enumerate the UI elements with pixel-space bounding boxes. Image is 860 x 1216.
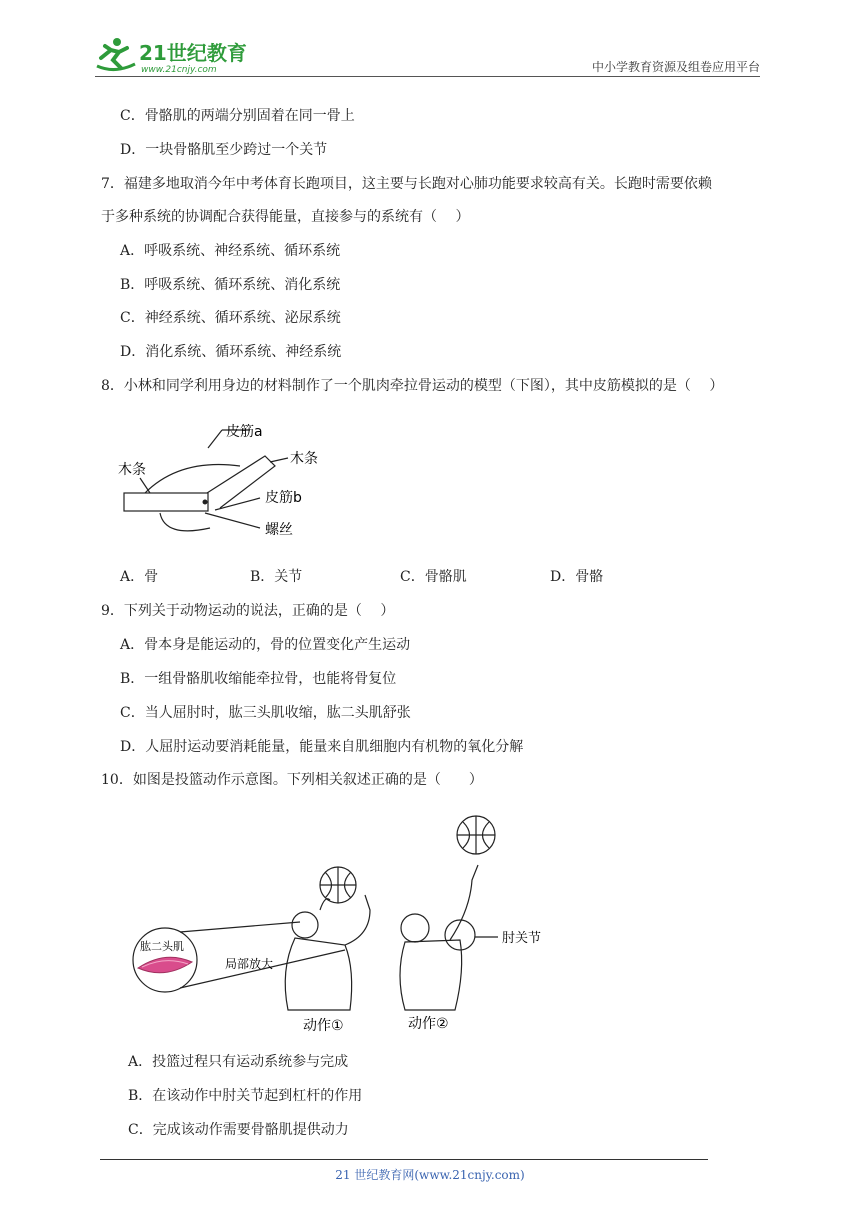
muscle-model-figure bbox=[110, 418, 350, 543]
logo-subtext: www.21cnjy.com bbox=[141, 65, 217, 75]
q7-option-b: B．呼吸系统、循环系统、消化系统 bbox=[120, 277, 341, 293]
label-action-1: 动作① bbox=[303, 1018, 344, 1034]
q10-option-c: C．完成该动作需要骨骼肌提供动力 bbox=[128, 1122, 349, 1138]
q7-option-d: D．消化系统、循环系统、神经系统 bbox=[120, 344, 342, 360]
q6-option-d: D．一块骨骼肌至少跨过一个关节 bbox=[120, 142, 328, 158]
runner-icon bbox=[97, 38, 135, 70]
q7-stem-line2: 于多种系统的协调配合获得能量，直接参与的系统有（ ） bbox=[101, 209, 470, 225]
label-rubber-a: 皮筋a bbox=[226, 424, 263, 440]
q7-option-a: A．呼吸系统、神经系统、循环系统 bbox=[120, 243, 341, 259]
footer-divider bbox=[100, 1159, 708, 1160]
basketball-figure bbox=[120, 810, 560, 1040]
q9-option-a: A．骨本身是能运动的，骨的位置变化产生运动 bbox=[120, 637, 411, 653]
q8-option-d: D．骨骼 bbox=[550, 569, 604, 585]
q6-option-c: C．骨骼肌的两端分别固着在同一骨上 bbox=[120, 108, 355, 124]
label-action-2: 动作② bbox=[408, 1016, 449, 1032]
logo-text: 21世纪教育 bbox=[139, 41, 247, 65]
label-wood-left: 木条 bbox=[118, 462, 146, 478]
q8-option-a: A．骨 bbox=[120, 569, 159, 585]
q8-option-c: C．骨骼肌 bbox=[400, 569, 467, 585]
q8-option-b: B．关节 bbox=[250, 569, 303, 585]
label-biceps: 肱二头肌 bbox=[140, 940, 184, 953]
label-rubber-b: 皮筋b bbox=[265, 490, 302, 506]
q9-stem: 9．下列关于动物运动的说法，正确的是（ ） bbox=[101, 603, 395, 619]
label-screw: 螺丝 bbox=[265, 522, 293, 538]
q7-stem-line1: 7．福建多地取消今年中考体育长跑项目，这主要与长跑对心肺功能要求较高有关。长跑时需要依赖 bbox=[101, 176, 712, 192]
logo bbox=[95, 36, 265, 76]
header-divider bbox=[95, 76, 760, 77]
q10-option-b: B．在该动作中肘关节起到杠杆的作用 bbox=[128, 1088, 363, 1104]
header-platform-text: 中小学教育资源及组卷应用平台 bbox=[591, 60, 760, 74]
q9-option-b: B．一组骨骼肌收缩能牵拉骨，也能将骨复位 bbox=[120, 671, 397, 687]
q10-stem: 10．如图是投篮动作示意图。下列相关叙述正确的是（ ） bbox=[101, 772, 483, 788]
q10-option-a: A．投篮过程只有运动系统参与完成 bbox=[128, 1054, 349, 1070]
footer-text: 21 世纪教育网(www.21cnjy.com) bbox=[335, 1168, 525, 1182]
label-wood-right: 木条 bbox=[290, 451, 318, 467]
page-header bbox=[95, 28, 760, 80]
label-zoom: 局部放大 bbox=[225, 957, 274, 971]
q9-option-d: D．人屈肘运动要消耗能量，能量来自肌细胞内有机物的氧化分解 bbox=[120, 739, 524, 755]
q9-option-c: C．当人屈肘时，肱三头肌收缩，肱二头肌舒张 bbox=[120, 705, 411, 721]
q8-stem: 8．小林和同学利用身边的材料制作了一个肌肉牵拉骨运动的模型（下图），其中皮筋模拟的是（ ） bbox=[101, 378, 724, 394]
q7-option-c: C．神经系统、循环系统、泌尿系统 bbox=[120, 310, 341, 326]
label-elbow: 肘关节 bbox=[502, 931, 542, 946]
